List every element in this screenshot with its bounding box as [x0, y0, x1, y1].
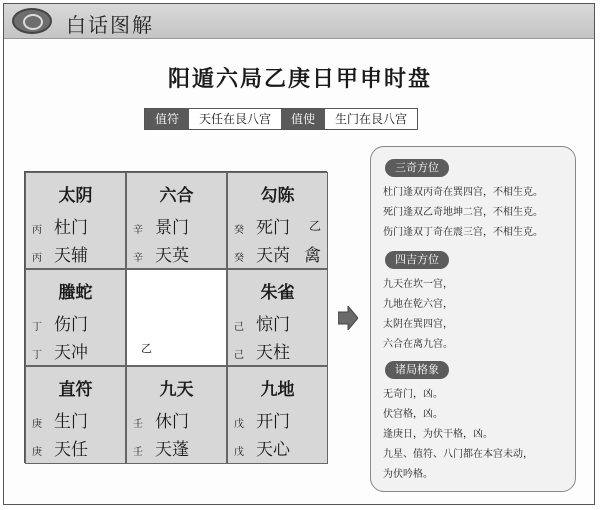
star-label: 天心 — [256, 440, 290, 460]
star-label: 天芮 — [256, 246, 290, 266]
list-item: 杜门逢双丙奇在巽四宫，不相生克。 — [383, 187, 543, 198]
nine-palace-grid — [24, 171, 327, 463]
palace-dui-7 — [227, 269, 328, 366]
heaven-stem: 戊 — [234, 419, 244, 430]
palace-li-9 — [126, 172, 227, 269]
list-item: 九星、值符、八门都在本宫未动， — [383, 449, 533, 460]
zhishi-value: 生门在艮八宫 — [325, 109, 417, 129]
palace-kun-2 — [227, 172, 328, 269]
earth-stem: 辛 — [133, 253, 143, 264]
star-label: 天蓬 — [155, 440, 189, 460]
list-item: 伏宫格，凶。 — [383, 409, 443, 420]
star-label: 天冲 — [54, 343, 88, 363]
palace-xun-4 — [25, 172, 126, 269]
door-label: 伤门 — [54, 315, 88, 335]
star-label: 天英 — [155, 246, 189, 266]
spirit-label: 六合 — [159, 186, 194, 206]
zhishi-tag: 值使 — [281, 109, 325, 129]
list-item: 无奇门，凶。 — [383, 389, 443, 400]
palace-center-5 — [126, 269, 227, 366]
analysis-panel — [370, 146, 576, 492]
heaven-stem: 庚 — [32, 419, 42, 430]
palace-kan-1 — [126, 366, 227, 464]
spirit-label: 朱雀 — [260, 283, 295, 303]
earth-stem: 丙 — [32, 253, 42, 264]
heaven-stem: 癸 — [234, 225, 244, 236]
palace-zhen-3 — [25, 269, 126, 366]
zhifu-tag: 值符 — [145, 109, 189, 129]
door-label: 惊门 — [256, 315, 290, 335]
door-label: 杜门 — [54, 218, 88, 238]
palace-qian-6 — [227, 366, 328, 464]
list-item: 太阴在巽四宫， — [383, 319, 453, 330]
door-label: 休门 — [155, 412, 189, 432]
earth-stem: 己 — [234, 350, 244, 361]
spirit-label: 九地 — [260, 380, 295, 400]
pattern-title: 诸局格象 — [385, 361, 449, 379]
arrow-right-icon — [338, 306, 358, 330]
heaven-stem: 丙 — [32, 225, 42, 236]
spirit-label: 九天 — [159, 380, 194, 400]
qi-direction-title: 三奇方位 — [385, 159, 449, 177]
zhifu-value: 天任在艮八宫 — [189, 109, 281, 129]
parasitic-stem: 乙 — [308, 219, 321, 233]
list-item: 六合在离九宫。 — [383, 339, 453, 350]
earth-stem: 癸 — [234, 253, 244, 264]
list-item: 九地在乾六宫， — [383, 299, 453, 310]
list-item: 九天在坎一宫， — [383, 279, 453, 290]
earth-stem: 丁 — [32, 350, 42, 361]
spirit-label: 螣蛇 — [58, 283, 93, 303]
list-item: 死门逢双乙奇地坤二宫，不相生克。 — [383, 207, 543, 218]
heaven-stem: 壬 — [133, 419, 143, 430]
qi-direction-list — [383, 183, 543, 243]
earth-stem: 戊 — [234, 447, 244, 458]
heaven-stem: 丁 — [32, 322, 42, 333]
ji-direction-list — [383, 275, 453, 355]
parasitic-star: 禽 — [304, 246, 321, 266]
earth-stem: 庚 — [32, 447, 42, 458]
list-item: 为伏吟格。 — [383, 469, 433, 480]
earth-stem: 壬 — [133, 447, 143, 458]
ji-direction-title: 四吉方位 — [385, 251, 449, 269]
star-label: 天任 — [54, 440, 88, 460]
door-label: 景门 — [155, 218, 189, 238]
star-label: 天柱 — [256, 343, 290, 363]
heaven-stem: 己 — [234, 322, 244, 333]
list-item: 逢庚日，为伏干格，凶。 — [383, 429, 493, 440]
spirit-label: 直符 — [58, 380, 93, 400]
door-label: 开门 — [256, 412, 290, 432]
header-bar — [4, 4, 594, 39]
star-label: 天辅 — [54, 246, 88, 266]
spirit-label: 勾陈 — [260, 186, 295, 206]
spirit-label: 太阴 — [58, 186, 93, 206]
palace-gen-8 — [25, 366, 126, 464]
center-stem: 乙 — [141, 342, 152, 355]
door-label: 生门 — [54, 412, 88, 432]
logo-icon — [12, 8, 52, 34]
list-item: 伤门逢双丁奇在震三宫，不相生克。 — [383, 227, 543, 238]
heaven-stem: 辛 — [133, 225, 143, 236]
door-label: 死门 — [256, 218, 290, 238]
pattern-list — [383, 385, 533, 485]
section-label: 白话图解 — [66, 13, 154, 37]
duty-bar — [144, 108, 418, 130]
page-title: 阳遁六局乙庚日甲申时盘 — [167, 67, 432, 92]
